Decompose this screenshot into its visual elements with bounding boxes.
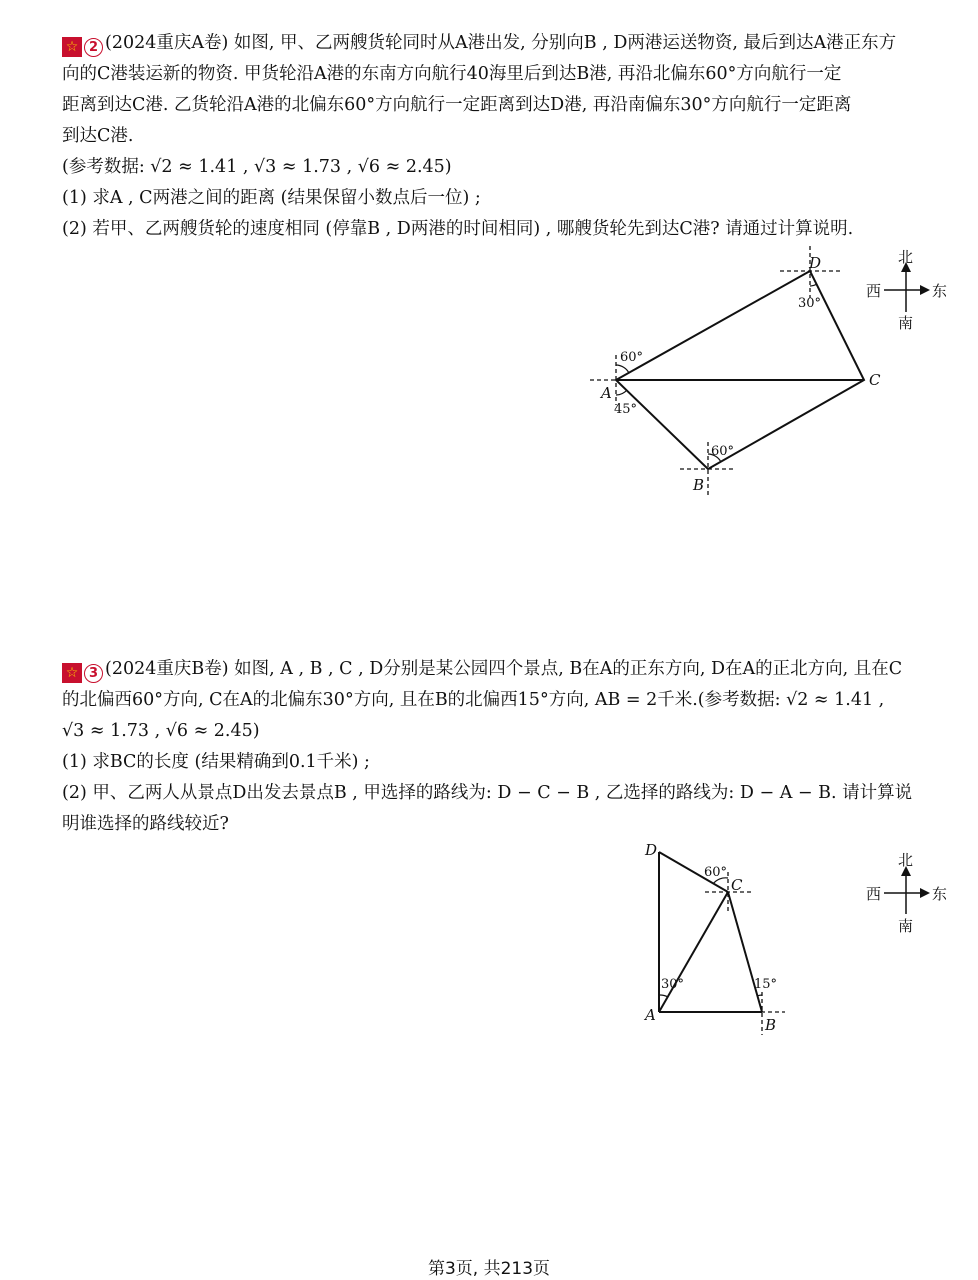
compass-north: 北	[898, 851, 914, 869]
problem-marker	[62, 663, 103, 683]
label-C: C	[731, 876, 743, 894]
question-1: (1) 求BC的长度 (结果精确到0.1千米) ;	[62, 752, 370, 772]
compass-west: 西	[866, 885, 882, 903]
star-icon: ☆	[62, 663, 82, 683]
label-D: D	[645, 841, 658, 859]
problem-text: (2024重庆A卷) 如图, 甲、乙两艘货轮同时从A港出发, 分别向B , D两港运送物资, 最后到达A港正东方	[105, 33, 897, 53]
compass-east: 东	[932, 885, 948, 903]
compass-rose-icon	[866, 248, 947, 332]
problem-text: 的北偏西60°方向, C在A的北偏东30°方向, 且在B的北偏西15°方向, AB = 2千米.(参考数据: √2 ≈ 1.41 ,	[62, 690, 885, 710]
segment-CB	[728, 892, 762, 1012]
problem-text: 向的C港装运新的物资. 甲货轮沿A港的东南方向航行40海里后到达B港, 再沿北偏东60°方向航行一定	[62, 64, 842, 84]
problem-text: (2024重庆B卷) 如图, A , B , C , D分别是某公园四个景点, B在A的正东方向, D在A的正北方向, 且在C	[105, 659, 903, 679]
label-B: B	[693, 476, 705, 494]
problem-text: 距离到达C港. 乙货轮沿A港的北偏东60°方向航行一定距离到达D港, 再沿南偏东30°方向航行一定距离	[62, 95, 852, 115]
angle-arc-A-bottom	[616, 390, 627, 395]
question-2: (2) 若甲、乙两艘货轮的速度相同 (停靠B , D两港的时间相同) , 哪艘货轮先到达C港? 请通过计算说明.	[62, 219, 854, 239]
label-C: C	[869, 371, 881, 389]
quadrilateral-ADCB	[616, 271, 864, 469]
problem-3-line-1	[62, 654, 952, 685]
compass-west: 西	[866, 282, 882, 300]
label-B: B	[765, 1016, 777, 1034]
segment-AC	[659, 892, 728, 1012]
angle-B-label: 15°	[754, 977, 778, 992]
problem-text: 到达C港.	[62, 126, 134, 146]
label-A: A	[601, 384, 612, 402]
star-icon: ☆	[62, 37, 82, 57]
angle-arc-A	[659, 995, 668, 997]
question-2-cont: 明谁选择的路线较近?	[62, 814, 229, 834]
angle-D-label: 30°	[798, 296, 822, 311]
problem-3-figure	[0, 820, 978, 1060]
problem-3	[62, 654, 952, 840]
reference-data: (参考数据: √2 ≈ 1.41 , √3 ≈ 1.73 , √6 ≈ 2.45)	[62, 157, 452, 177]
question-2: (2) 甲、乙两人从景点D出发去景点B , 甲选择的路线为: D − C − B , 乙选择的路线为: D − A − B. 请计算说	[62, 783, 913, 803]
compass-south: 南	[898, 314, 914, 332]
page-footer: 第3页, 共213页	[427, 1259, 551, 1279]
label-A: A	[645, 1006, 656, 1024]
angle-A-top-label: 60°	[620, 350, 644, 365]
angle-arc-A-top	[616, 365, 629, 373]
compass-north: 北	[898, 248, 914, 266]
angle-arc-D	[810, 284, 817, 286]
angle-C-label: 60°	[704, 865, 728, 880]
compass-south: 南	[898, 917, 914, 935]
angle-B-label: 60°	[711, 444, 735, 459]
problem-number: 2	[84, 38, 103, 57]
label-D: D	[809, 254, 822, 272]
problem-number: 3	[84, 664, 103, 683]
compass-rose-icon	[866, 851, 947, 935]
angle-A-label: 30°	[661, 977, 685, 992]
compass-east: 东	[932, 282, 948, 300]
angle-A-bottom-label: 45°	[614, 402, 638, 417]
angle-arc-B	[757, 995, 762, 996]
problem-text: √3 ≈ 1.73 , √6 ≈ 2.45)	[62, 721, 260, 741]
question-1: (1) 求A , C两港之间的距离 (结果保留小数点后一位) ;	[62, 188, 481, 208]
